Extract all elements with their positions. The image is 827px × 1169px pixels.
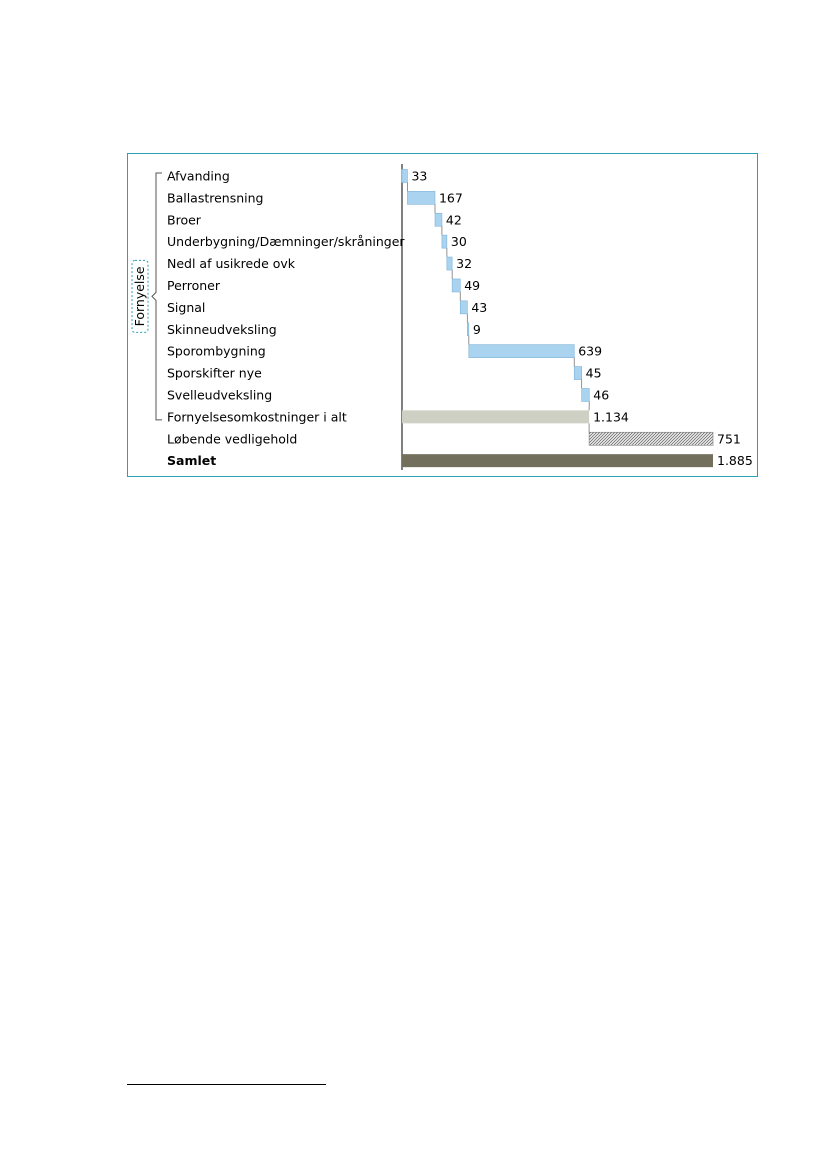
value-label: 49 xyxy=(464,277,481,293)
category-label: Signal xyxy=(167,299,206,315)
bar-increment xyxy=(442,235,447,248)
bar-hatched xyxy=(589,432,713,445)
value-label: 42 xyxy=(445,212,462,228)
bar-increment xyxy=(460,301,467,314)
category-label: Svelleudveksling xyxy=(167,387,273,403)
value-label: 46 xyxy=(593,387,610,403)
bars xyxy=(402,164,713,470)
chart-frame xyxy=(127,153,758,477)
value-label: 45 xyxy=(585,365,602,381)
group-bracket xyxy=(152,173,162,420)
value-label: 32 xyxy=(456,256,473,272)
category-label: Skinneudveksling xyxy=(167,321,277,337)
bar-increment xyxy=(467,323,468,336)
category-label: Afvanding xyxy=(167,168,230,184)
bar-total xyxy=(402,454,713,467)
value-label: 751 xyxy=(717,431,741,447)
category-label: Underbygning/Dæmninger/skråninger xyxy=(167,234,405,250)
category-label: Fornyelsesomkostninger i alt xyxy=(167,409,347,425)
bar-increment xyxy=(435,213,442,226)
bar-increment xyxy=(447,257,452,270)
value-label: 167 xyxy=(438,190,463,206)
footnote-separator xyxy=(127,1084,326,1085)
category-label: Perroner xyxy=(167,277,220,293)
category-labels xyxy=(167,168,405,468)
value-label: 30 xyxy=(450,234,467,250)
category-label: Broer xyxy=(167,212,201,228)
bar-increment xyxy=(452,279,460,292)
category-label: Samlet xyxy=(167,453,217,469)
waterfall-chart xyxy=(128,154,759,478)
category-label: Sporskifter nye xyxy=(167,365,262,381)
bar-increment xyxy=(402,169,407,182)
category-label: Ballastrensning xyxy=(167,190,264,206)
fornyelse-bracket xyxy=(132,173,162,420)
bar-increment xyxy=(574,367,581,380)
category-label: Nedl af usikrede ovk xyxy=(167,256,296,272)
value-label: 43 xyxy=(471,299,488,315)
bar-subtotal xyxy=(402,410,589,423)
value-label: 639 xyxy=(578,343,603,359)
value-label: 1.885 xyxy=(717,453,753,469)
category-label: Sporombygning xyxy=(167,343,266,359)
category-label: Løbende vedligehold xyxy=(167,431,298,447)
value-label: 1.134 xyxy=(593,409,629,425)
group-label: Fornyelse xyxy=(132,266,147,327)
value-label: 33 xyxy=(411,168,428,184)
bar-increment xyxy=(469,345,574,358)
value-label: 9 xyxy=(472,321,481,337)
bar-increment xyxy=(582,388,590,401)
bar-increment xyxy=(407,191,435,204)
